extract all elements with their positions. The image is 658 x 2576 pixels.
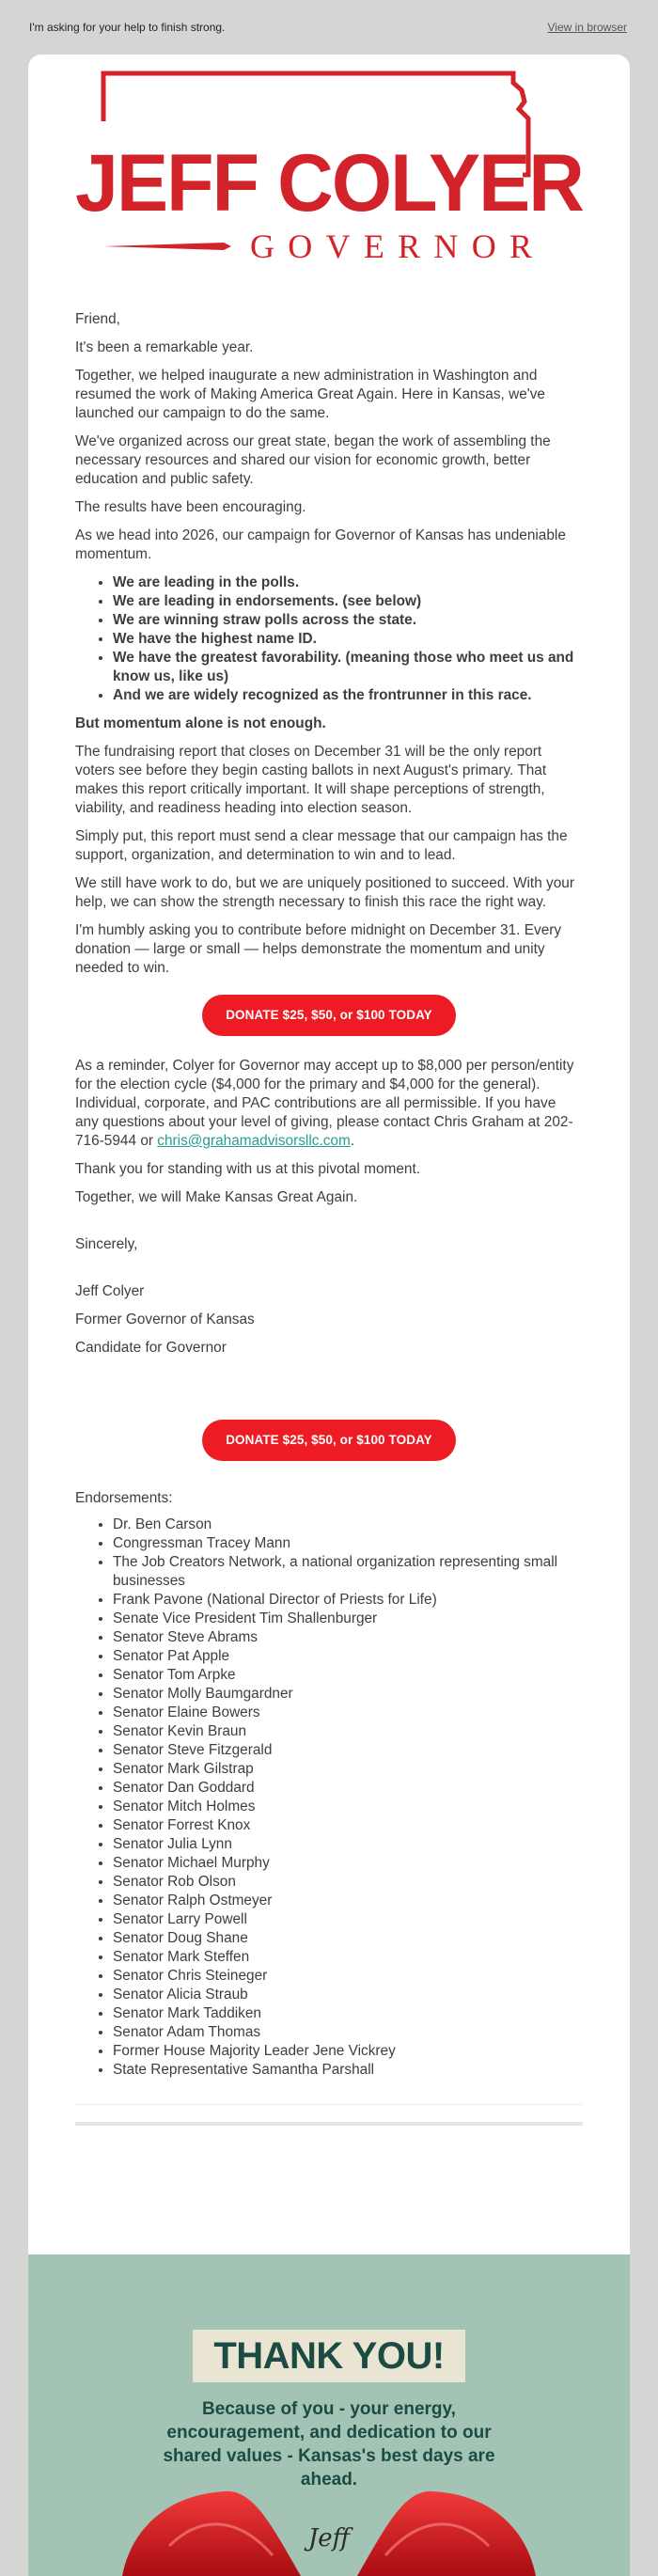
list-item: • Senator Chris Steineger: [113, 1967, 583, 1986]
list-item: • Senator Elaine Bowers: [113, 1704, 583, 1722]
closing: Sincerely,: [75, 1236, 138, 1252]
paragraph: Simply put, this report must send a clear message that our campaign has the support, organization, and determination to win and to lead.: [75, 828, 568, 863]
list-item: • Senator Rob Olson: [113, 1873, 583, 1892]
list-item: • Senator Doug Shane: [113, 1929, 583, 1948]
list-item: • Dr. Ben Carson: [113, 1516, 583, 1534]
preheader-text: I'm asking for your help to finish strong.: [29, 21, 226, 34]
list-item: • Senator Mark Taddiken: [113, 2004, 583, 2023]
donate-button-wrap: [75, 995, 583, 1036]
paragraph: Together, we helped inaugurate a new administration in Washington and resumed the work of Making America Great Again. Here in Kansas, we've launched our campaign to do the same.: [75, 368, 545, 421]
list-item: • Senator Julia Lynn: [113, 1835, 583, 1854]
list-item: • We have the highest name ID.: [113, 630, 583, 649]
list-item: • Senator Alicia Straub: [113, 1986, 583, 2004]
signature-name: Jeff Colyer: [75, 1283, 145, 1299]
signature-title: Former Governor of Kansas: [75, 1312, 255, 1327]
list-item: • The Job Creators Network, a national organization representing small businesses: [113, 1553, 583, 1591]
thank-you-banner: [28, 2254, 630, 2576]
list-item: • Senator Mark Gilstrap: [113, 1760, 583, 1779]
list-item: • Former House Majority Leader Jene Vickrey: [113, 2042, 583, 2061]
greeting: Friend,: [75, 311, 120, 327]
paragraph: But momentum alone is not enough.: [75, 715, 326, 731]
endorsements-list: [75, 1516, 583, 2080]
divider: [75, 2122, 583, 2126]
donate-button[interactable]: DONATE $25, $50, or $100 TODAY: [202, 995, 456, 1036]
paragraph: It's been a remarkable year.: [75, 339, 254, 355]
list-item: • Senator Kevin Braun: [113, 1722, 583, 1741]
list-item: • Senator Tom Arpke: [113, 1666, 583, 1685]
email-link[interactable]: chris@grahamadvisorsllc.com: [157, 1133, 351, 1149]
list-item: • We are leading in endorsements. (see below): [113, 592, 583, 611]
list-item: • Senate Vice President Tim Shallenburger: [113, 1610, 583, 1628]
list-item: • We have the greatest favorability. (meaning those who meet us and know us, like us): [113, 649, 583, 686]
list-item: • Senator Molly Baumgardner: [113, 1685, 583, 1704]
paragraph: Thank you for standing with us at this pivotal moment.: [75, 1161, 420, 1177]
list-item: • Senator Pat Apple: [113, 1647, 583, 1666]
list-item: • Senator Dan Goddard: [113, 1779, 583, 1798]
thank-you-title: THANK YOU!: [193, 2330, 465, 2382]
signature-title: Candidate for Governor: [75, 1340, 227, 1356]
donate-button[interactable]: DONATE $25, $50, or $100 TODAY: [202, 1420, 456, 1461]
email-card: [28, 55, 630, 2576]
list-item: • Senator Adam Thomas: [113, 2023, 583, 2042]
paragraph: We still have work to do, but we are uniquely positioned to succeed. With your help, we can show the strength necessary to finish this race the right way.: [75, 875, 574, 910]
paragraph: We've organized across our great state, began the work of assembling the necessary resources and shared our vision for economic growth, better education and public safety.: [75, 433, 551, 487]
paragraph: As we head into 2026, our campaign for Governor of Kansas has undeniable momentum.: [75, 527, 566, 562]
paragraph: Together, we will Make Kansas Great Again.: [75, 1189, 358, 1205]
top-bar: [0, 0, 658, 55]
list-item: • Senator Mitch Holmes: [113, 1798, 583, 1816]
list-item: • We are winning straw polls across the state.: [113, 611, 583, 630]
logo-name: JEFF COLYER: [75, 138, 584, 228]
momentum-list: [75, 573, 583, 705]
email-suffix: .: [350, 1133, 355, 1149]
list-item: • And we are widely recognized as the frontrunner in this race.: [113, 686, 583, 705]
list-item: • Senator Mark Steffen: [113, 1948, 583, 1967]
divider: [75, 2104, 583, 2105]
paragraph: The results have been encouraging.: [75, 499, 306, 515]
list-item: • Frank Pavone (National Director of Priests for Life): [113, 1591, 583, 1610]
logo-subtitle: GOVERNOR: [250, 228, 532, 265]
list-item: • State Representative Samantha Parshall: [113, 2061, 583, 2080]
contribution-text: As a reminder, Colyer for Governor may accept up to $8,000 per person/entity for the election cycle ($4,000 for the primary and $4,000 for the general). Individual, corporate, and PAC contributions are all permissible. If you have any questions about your level of giving, please contact Chris Graham at 202-716-5944 or: [75, 1058, 574, 1149]
list-item: • Congressman Tracey Mann: [113, 1534, 583, 1553]
list-item: • Senator Michael Murphy: [113, 1854, 583, 1873]
paragraph: I'm humbly asking you to contribute before midnight on December 31. Every donation — large or small — helps demonstrate the momentum and unity needed to win.: [75, 922, 562, 976]
donate-button-wrap: [75, 1420, 583, 1461]
contribution-info: [75, 1057, 583, 1151]
list-item: • Senator Forrest Knox: [113, 1816, 583, 1835]
thank-you-message: Because of you - your energy, encouragement, and dedication to our shared values - Kansas's best days are ahead.: [163, 2399, 495, 2490]
campaign-logo: [73, 70, 586, 288]
handwritten-signature: Jeff: [307, 2524, 351, 2552]
paragraph: The fundraising report that closes on December 31 will be the only report voters see before they begin casting ballots in next August's primary. That makes this report critically important. It will shape perceptions of strength, viability, and readiness heading into election season.: [75, 744, 547, 816]
list-item: • We are leading in the polls.: [113, 573, 583, 592]
red-bow-icon: [113, 2490, 545, 2576]
list-item: • Senator Steve Abrams: [113, 1628, 583, 1647]
endorsements-heading: Endorsements:: [75, 1490, 173, 1506]
list-item: • Senator Steve Fitzgerald: [113, 1741, 583, 1760]
list-item: • Senator Larry Powell: [113, 1910, 583, 1929]
view-in-browser-link[interactable]: View in browser: [547, 21, 627, 34]
letter-body: [75, 310, 583, 2126]
list-item: • Senator Ralph Ostmeyer: [113, 1892, 583, 1910]
pen-stroke-icon: [103, 243, 231, 250]
